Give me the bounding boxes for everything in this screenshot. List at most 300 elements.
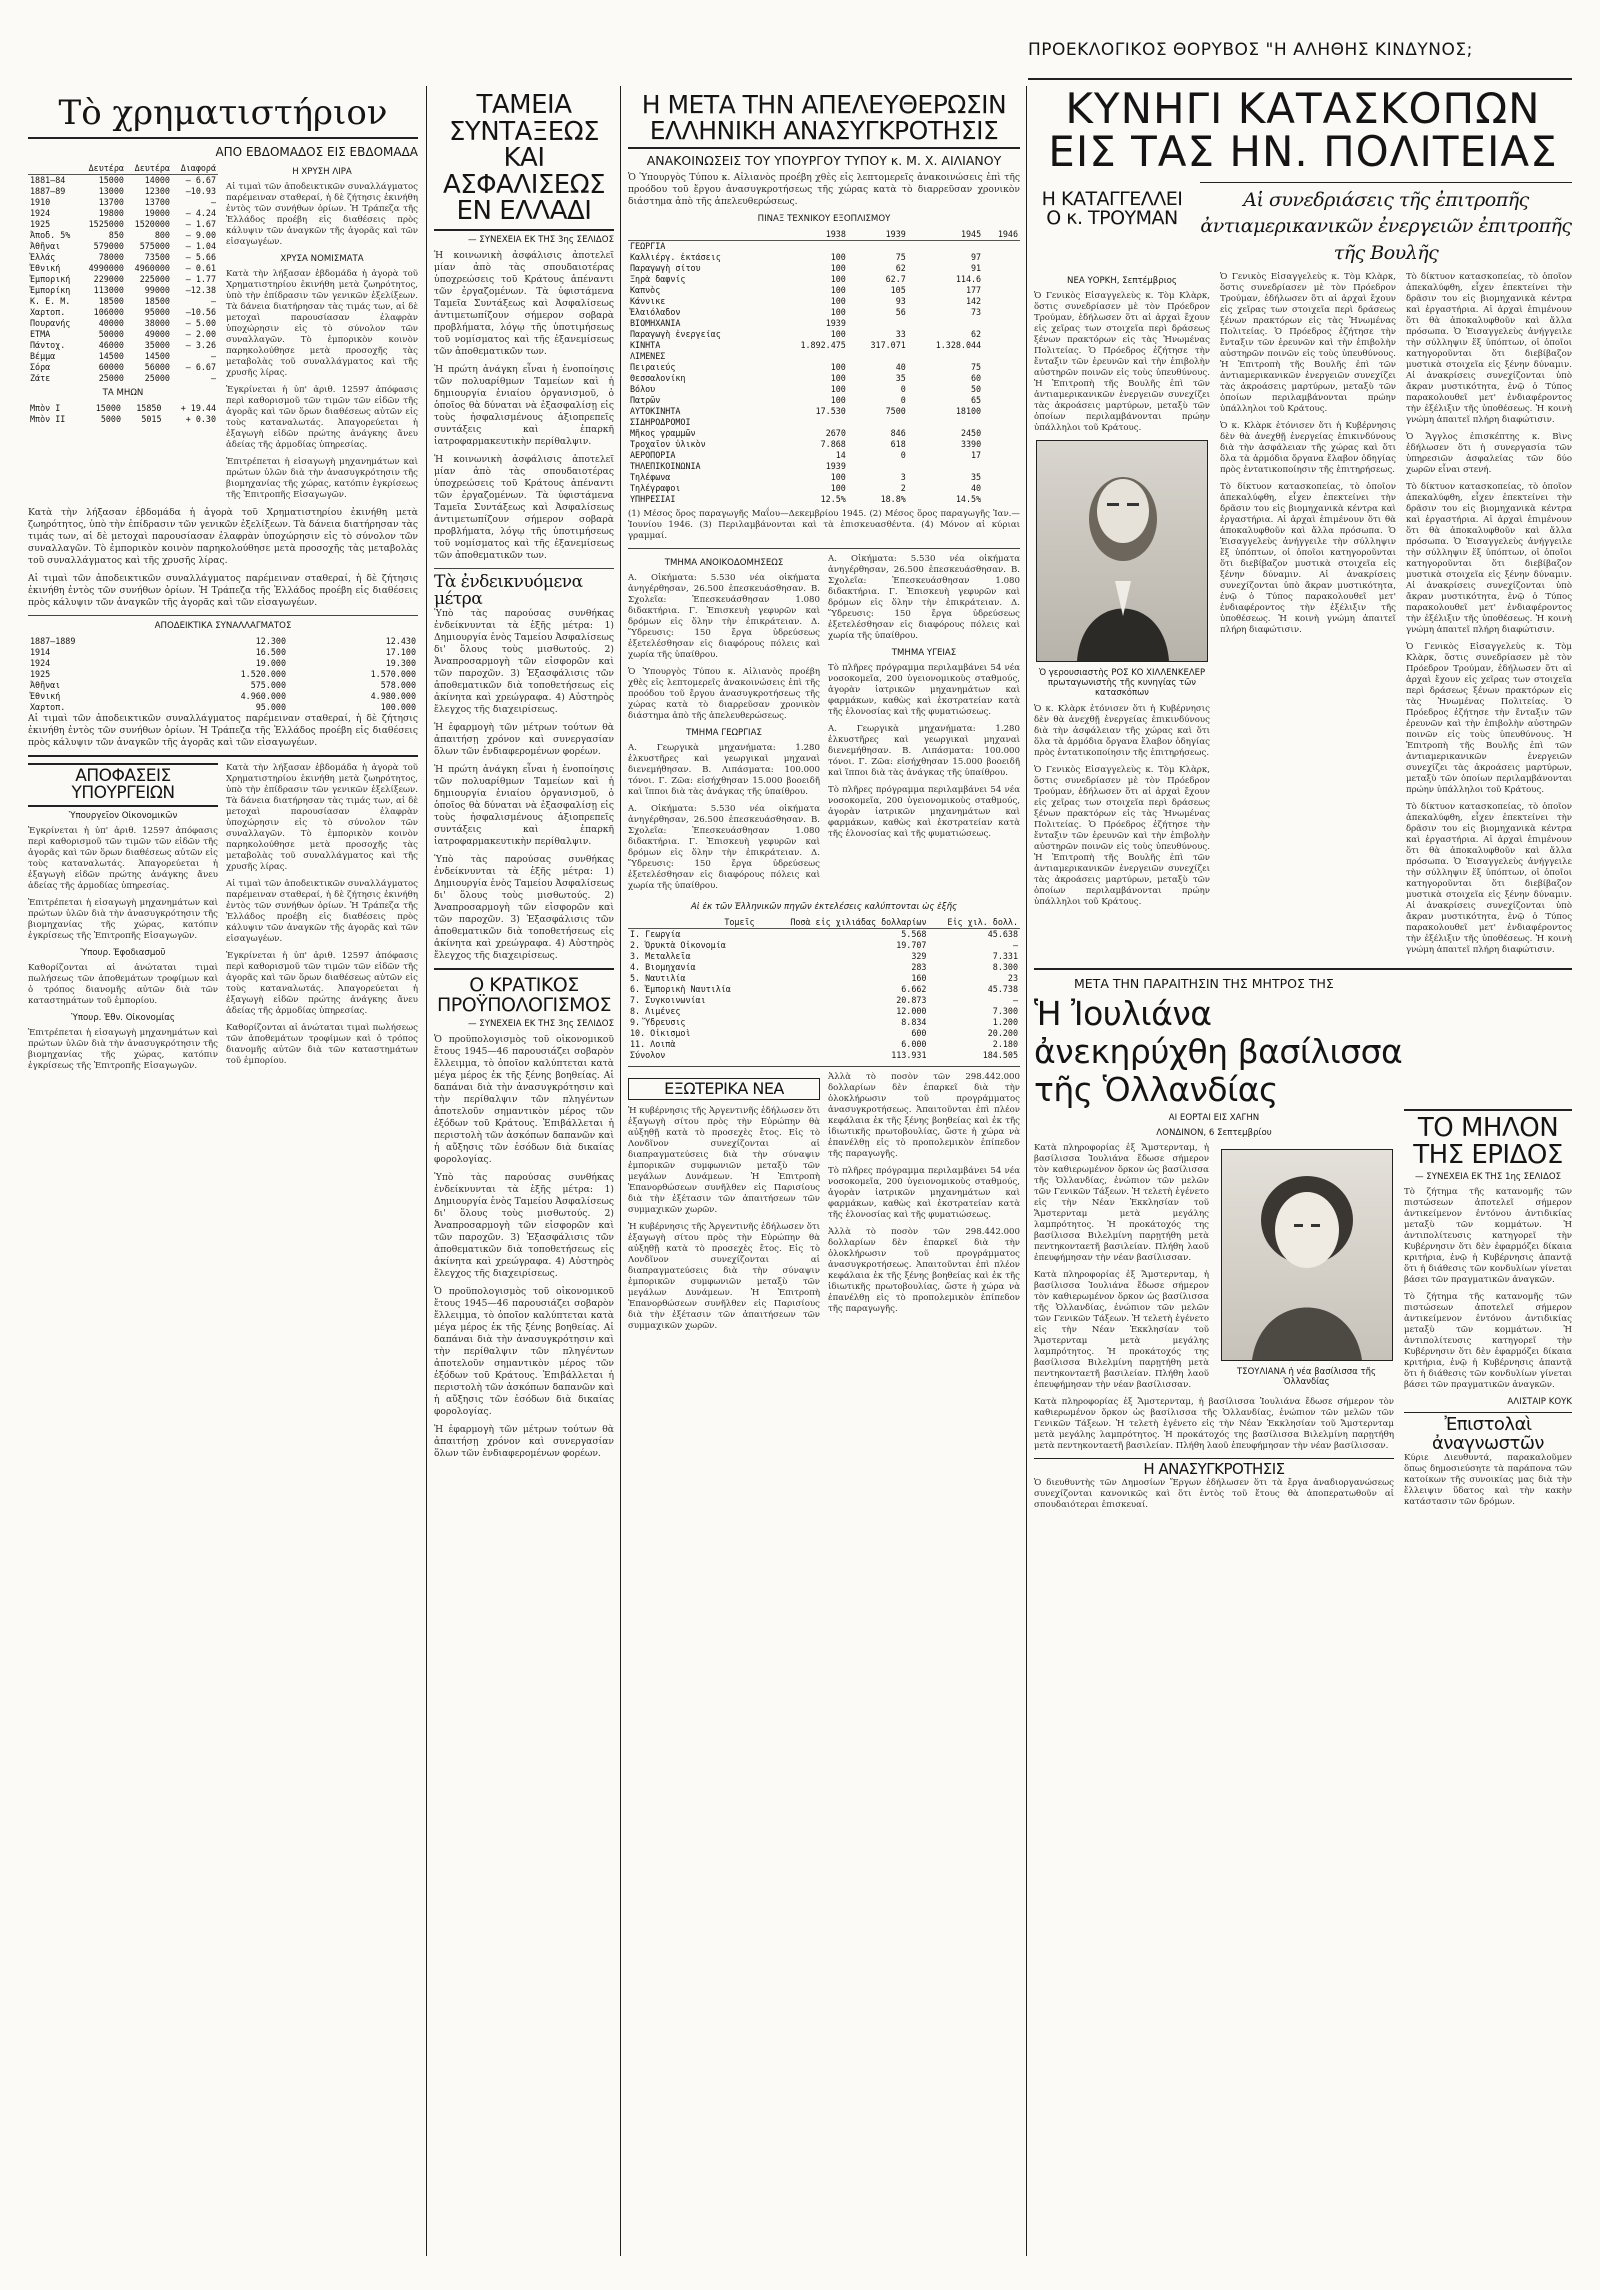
column-divider: [620, 86, 621, 2256]
table-cell: [983, 362, 1020, 373]
table-cell: 17.100: [385, 646, 416, 657]
table-row: [628, 984, 1020, 995]
table-cell: 19.707: [896, 940, 927, 950]
table-cell: 9. Ὕδρευσις: [630, 1017, 686, 1027]
table-cell: [848, 417, 908, 428]
lira-text: Αἱ τιμαὶ τῶν ἀποδεικτικῶν συναλλάγματος παρέμειναν σταθεραί, ἡ δὲ ζήτησις ἐκινήθη ἐντὸς τῶν συνήθων ὁρίων. Ἡ Τράπεζα τῆς Ἑλλάδος προέβη εἰς διαθέσεις πρὸς κάλυψιν τῶν ἀναγκῶν τῆς ἀγορᾶς καὶ τῶν εἰσαγωγέων.: [226, 181, 418, 247]
table-cell: Σόρα: [30, 361, 51, 372]
table-header-cell: Τομεῖς: [628, 917, 757, 929]
table-cell: 106000: [93, 306, 124, 317]
rule: [28, 615, 418, 616]
table-cell: 8. Λιμένες: [630, 1006, 681, 1016]
table-cell: ΑΥΤΟΚΙΝΗΤΑ: [630, 406, 681, 416]
table-cell: Καπνὸς: [630, 285, 661, 295]
table-cell: 3: [900, 472, 906, 482]
table-cell: [983, 318, 1020, 329]
table-cell: [983, 461, 1020, 472]
table-cell: —: [1012, 995, 1018, 1005]
table-cell: 65: [971, 395, 982, 405]
table-cell: 19.000: [255, 657, 286, 668]
table-cell: 160: [911, 973, 927, 983]
table-cell: 2.180: [992, 1039, 1018, 1049]
section1-text: Α. Οἰκήματα: 5.530 νέα οἰκήματα ἀνηγέρθησαν, 26.500 ἐπεσκευάσθησαν. Β. Σχολεῖα: Ἐπεσκευάσθησαν 1.080 διδακτήρια. Γ. Ἐπισκευὴ γεφυρῶν καὶ δρόμων εἰς ὅλην τὴν ἐπικράτειαν. Δ. Ὕδρευσις: 150 ἔργα ὑδρεύσεως ἐξετελέσθησαν εἰς διαφόρους πόλεις καὶ χωρία τῆς ὑπαίθρου.: [628, 573, 820, 660]
table-row: [628, 472, 1020, 483]
table-cell: 7500: [885, 406, 906, 416]
budget-text-3: Ὁ προϋπολογισμὸς τοῦ οἰκονομικοῦ ἔτους 1945—46 παρουσιάζει σοβαρὸν ἔλλειμμα, τὸ ὁποῖον καλύπτεται κατὰ μέγα μέρος ἐκ τῆς ξένης βοηθείας. Αἱ δαπάναι διὰ τὴν ἀνασυγκρότησιν καὶ τὴν περίθαλψιν τῶν πληγέντων ἀποτελοῦν σημαντικὸν μέρος τῶν ἐξόδων τοῦ Κράτους. Ἐπιβάλλεται ἡ περιστολὴ τῶν ἀσκόπων δαπανῶν καὶ ἡ αὔξησις τῶν ἐσόδων διὰ δικαίας φορολογίας.: [434, 1285, 614, 1417]
apple-cont: — ΣΥΝΕΧΕΙΑ ΕΚ ΤΗΣ 1ης ΣΕΛΙΔΟΣ: [1414, 1172, 1562, 1183]
table-row: [628, 461, 1020, 472]
table-cell: 100: [830, 307, 846, 317]
table-row: [628, 940, 1020, 951]
table-cell: 1.328.044: [935, 340, 982, 350]
tech-table: [628, 229, 1020, 505]
table-cell: ΛΙΜΕΝΕΣ: [630, 351, 666, 361]
table-header-cell: Διαφορά: [172, 163, 218, 175]
rule: [28, 137, 418, 139]
senator-portrait-icon: [1037, 441, 1207, 661]
table-cell: 5000: [100, 413, 121, 424]
section2-text: Τὸ πλῆρες πρόγραμμα περιλαμβάνει 54 νέα νοσοκομεῖα, 200 ὑγειονομικοὺς σταθμούς, ἀγορὰν ἰατρικῶν μηχανημάτων καὶ φαρμάκων, καθὼς καὶ ἐκστρατείαν κατὰ τῆς ἑλονοσίας καὶ τῆς φυματιώσεως.: [828, 663, 1020, 717]
budget-cont: — ΣΥΝΕΧΕΙΑ ΕΚ ΤΗΣ 3ης ΣΕΛΙΔΟΣ: [467, 1018, 614, 1029]
table-cell: Ἐμπορίκη: [30, 284, 71, 295]
insurance-para-4: Ἡ ἐφαρμογὴ τῶν μέτρων τούτων θὰ ἀπαιτήσῃ χρόνον καὶ συνεργασίαν ὅλων τῶν ἐνδιαφερομένων φορέων.: [434, 722, 614, 758]
table-row: [628, 318, 1020, 329]
table-cell: 62: [971, 329, 982, 339]
table-cell: —: [210, 196, 216, 207]
table-cell: Παραγωγὴ ἐνεργείας: [630, 329, 721, 339]
table-cell: Παραγωγὴ σίτου: [630, 263, 701, 273]
table-cell: [983, 241, 1020, 253]
table-cell: 14000: [144, 174, 170, 185]
table-cell: 18500: [144, 295, 170, 306]
table-cell: 12300: [144, 185, 170, 196]
table-cell: 56: [895, 307, 906, 317]
section2-text-2: Α. Γεωργικὰ μηχανήματα: 1.280 ἐλκυστῆρες καὶ γεωργικαὶ μηχαναὶ διενεμήθησαν. Β. Λιπάσματα: 100.000 τόνοι. Γ. Ζῶα: εἰσήχθησαν 15.000 βοοειδῆ καὶ ἵπποι διὰ τὰς ἀνάγκας τῆς ὑπαίθρου.: [828, 724, 1020, 778]
market-title: Τὸ χρηματιστήριον: [58, 93, 388, 133]
imports-table-header: [628, 917, 1020, 929]
table-cell: — 1.77: [185, 273, 216, 284]
table-cell: 6.662: [901, 984, 927, 994]
coins-text-2: Ἐγκρίνεται ἡ ὑπ' ἀριθ. 12597 ἀπόφασις περὶ καθορισμοῦ τῶν τιμῶν τῶν εἰδῶν τῆς ἀγορᾶς καὶ τῶν ὅρων διαθέσεως αὐτῶν εἰς τοὺς καταναλωτάς. Ἀπαγορεύεται ἡ ἐξαγωγὴ εἰδῶν πρώτης ἀνάγκης ἄνευ ἀδείας τῆς ἁρμοδίας ὑπηρεσίας.: [226, 384, 418, 450]
table-cell: 35000: [144, 339, 170, 350]
letters-text: Κύριε Διευθυντά, παρακαλοῦμεν ὅπως δημοσιεύσητε τὰ παράπονα τῶν κατοίκων τῆς συνοικίας μας διὰ τὴν ἔλλειψιν ὕδατος καὶ τὴν κακὴν κατάστασιν τῶν δρόμων.: [1404, 1453, 1572, 1507]
table-cell: Καλλιέργ. ἐκτάσεις: [630, 252, 721, 262]
table-cell: 3. Μεταλλεῖα: [630, 951, 691, 961]
table-cell: 50: [971, 384, 982, 394]
table-cell: 1887—1889: [30, 635, 76, 646]
column-divider: [426, 86, 427, 2256]
table-cell: —10.56: [185, 306, 216, 317]
table-cell: 575000: [139, 240, 170, 251]
table-cell: [908, 417, 983, 428]
table-cell: 283: [911, 962, 927, 972]
table-cell: 142: [965, 296, 982, 306]
senator-caption: Ὁ γερουσιαστὴς ΡΟΣ ΚΟ ΧΙΛΛΕΝΚΕΛΕΡ πρωταγωνιστὴς τῆς κυνηγίας τῶν κατασκόπων: [1038, 668, 1206, 699]
table-row: [628, 362, 1020, 373]
closing-text-3: Ἀλλὰ τὸ ποσὸν τῶν 298.442.000 δολλαρίων δὲν ἐπαρκεῖ διὰ τὴν ὁλοκλήρωσιν τοῦ προγράμματος ἀνασυγκροτήσεως. Ἀπαιτοῦνται ἐπὶ πλέον κεφάλαια ἐκ τῆς ξένης βοηθείας καὶ ἐκ τῆς ἰδιωτικῆς πρωτοβουλίας, ὥστε ἡ χώρα νὰ ἐπανέλθῃ εἰς τὸ προπολεμικὸν ἐπίπεδον τῆς παραγωγῆς.: [828, 1227, 1020, 1314]
spy-deck: Αἱ συνεδριάσεις τῆς ἐπιτροπῆς ἀντιαμερικανικῶν ἐνεργειῶν ἐπιτροπῆς τῆς Βουλῆς: [1200, 182, 1572, 267]
table-cell: 19800: [98, 207, 124, 218]
table-row: [628, 241, 1020, 253]
coins-subhead: ΧΡΥΣΑ ΝΟΜΙΣΜΑΤΑ: [280, 253, 364, 264]
table-cell: Τηλέγραφοι: [630, 483, 681, 493]
table-cell: 12.000: [896, 1006, 927, 1016]
table-cell: 75: [971, 362, 982, 372]
table-row: [628, 1039, 1020, 1050]
insurance-para-1: Ἡ κοινωνικὴ ἀσφάλισις ἀποτελεῖ μίαν ἀπὸ τὰς σπουδαιοτέρας ὑποχρεώσεις τοῦ Κράτους ἀπέναντι τῶν ἐργαζομένων. Τὰ ὑφιστάμενα Ταμεῖα Συντάξεως καὶ Ἀσφαλίσεως ἀντιμετωπίζουν σήμερον σοβαρὰ προβλήματα, λόγῳ τῆς ὑποτιμήσεως τοῦ νομίσματος καὶ τῆς ἐξανεμίσεως τῶν ἀποθεματικῶν των.: [434, 249, 614, 357]
queen-text-2: Κατὰ πληροφορίας ἐξ Ἄμστερνταμ, ἡ βασίλισσα Ἰουλιάνα ἔδωσε σήμερον τὸν καθιερωμένον ὅρκον ὡς βασίλισσα τῆς Ὁλλανδίας, ἐνώπιον τῶν μελῶν τῶν Γενικῶν Τάξεων. Ἡ τελετὴ ἐγένετο εἰς τὴν Νέαν Ἐκκλησίαν τοῦ Ἄμστερνταμ μετὰ μεγάλης λαμπρότητος. Ἡ προκάτοχός της βασίλισσα Βιλελμίνη παρῃτήθη μετὰ πεντηκονταετῆ βασιλείαν. Πλήθη λαοῦ ἐπευφήμησαν τὴν νέαν βασίλισσαν.: [1034, 1270, 1209, 1391]
table-row: [28, 340, 218, 351]
table-header-cell: [628, 229, 773, 241]
table-cell: 1887—89: [30, 185, 66, 196]
table-cell: 1.200: [992, 1017, 1018, 1027]
table-cell: [983, 329, 1020, 340]
table-cell: Χαρτοπ.: [30, 701, 66, 712]
table-cell: 56000: [144, 361, 170, 372]
truman-kicker: Η ΚΑΤΑΓΓΕΛΛΕΙ Ο κ. ΤΡΟΥΜΑΝ: [1041, 187, 1183, 230]
spy-text: Ὁ Γενικὸς Εἰσαγγελεὺς κ. Τὸμ Κλὰρκ, ὅστις συνεδρίασεν μὲ τὸν Πρόεδρον Τρούμαν, ἐδήλωσεν ὅτι αἱ ἀρχαὶ ἔχουν εἰς χεῖρας των στοιχεῖα περὶ δράσεως ξένων πρακτόρων εἰς τὰς Ἡνωμένας Πολιτείας. Ὁ Πρόεδρος ἐζήτησε τὴν ἔνταξιν τῶν ἐρευνῶν καὶ τὴν ἐπιβολὴν αὐστηρῶν ποινῶν εἰς τοὺς ὑπευθύνους. Ἡ Ἐπιτροπὴ τῆς Βουλῆς ἐπὶ τῶν ἀντιαμερικανικῶν ἐνεργειῶν συνεχίζει τὰς ἀκροάσεις μαρτύρων, μεταξὺ τῶν ὁποίων περιλαμβάνονται πρώην ὑπάλληλοι τοῦ Κράτους.: [1034, 291, 1210, 434]
decisions-text-2: Καθορίζονται αἱ ἀνώταται τιμαὶ πωλήσεως τῶν ἀποθεμάτων τροφίμων καὶ ὁ τρόπος διανομῆς αὐτῶν διὰ τῶν καταστημάτων τοῦ ἐμπορίου.: [28, 963, 218, 1007]
table-cell: 35: [895, 373, 906, 383]
table-row: [628, 1050, 1020, 1061]
table-cell: 100: [830, 362, 846, 372]
table-cell: 6. Ἐμπορικὴ Ναυτιλία: [630, 984, 731, 994]
table-header-cell: Ποσὰ εἰς χιλιάδας δολλαρίων: [757, 917, 929, 929]
table-cell: —: [210, 372, 216, 383]
table-row: [28, 263, 218, 274]
table-cell: 33: [895, 329, 906, 339]
table-row: [28, 174, 218, 186]
budget-text-2: Ὑπὸ τὰς παρούσας συνθήκας ἐνδείκνυνται τὰ ἑξῆς μέτρα: 1) Δημιουργία ἑνὸς Ταμείου Ἀσφαλίσεως δι' ὅλους τοὺς μισθωτούς. 2) Ἀναπροσαρμογὴ τῶν εἰσφορῶν καὶ τῶν παροχῶν. 3) Ἐξασφάλισις τῶν ἀποθεματικῶν διὰ τοποθετήσεως εἰς ἀκίνητα καὶ χρεώγραφα. 4) Αὐστηρὸς ἔλεγχος τῆς διαχειρίσεως.: [434, 1171, 614, 1279]
table-cell: 2: [900, 483, 906, 493]
table-cell: — 1.04: [185, 240, 216, 251]
market-para-1: Κατὰ τὴν λήξασαν ἑβδομάδα ἡ ἀγορὰ τοῦ Χρηματιστηρίου ἐκινήθη μετὰ ζωηρότητος, ὑπὸ τὴν ἐπίδρασιν τῶν γενικῶν ἐξελίξεων. Τὰ δάνεια διατήρησαν τὰς τιμάς των, αἱ δὲ μετοχαὶ παρουσίασαν ἐλαφρὰν ὑποχώρησιν εἰς τὸ σύνολον τῶν συναλλαγῶν. Τὸ ἐμπορικὸν κοινὸν παρηκολούθησε μετὰ προσοχῆς τὰς μεταβολὰς τοῦ συναλλάγματος καὶ τῆς χρυσῆς λίρας.: [28, 506, 418, 566]
table-cell: 578.000: [380, 679, 416, 690]
table-cell: 73: [971, 307, 982, 317]
table-cell: Σύνολον: [630, 1050, 666, 1060]
table-cell: 49000: [144, 328, 170, 339]
table-row: [28, 186, 218, 197]
table-cell: 35: [971, 472, 982, 482]
table-row: [28, 414, 218, 425]
table-cell: 575.000: [250, 679, 286, 690]
table-cell: 38000: [144, 317, 170, 328]
table-row: [28, 680, 418, 691]
top-banner: ΠΡΟΕΚΛΟΓΙΚΟΣ ΘΟΡΥΒΟΣ "Η ΑΛΗΘΗΣ ΚΙΝΔΥΝΟΣ;: [1028, 40, 1473, 60]
table-cell: + 0.30: [185, 413, 216, 424]
table-cell: Ἀποδ. 5%: [30, 229, 71, 240]
table-cell: Μπὸν ΙΙ: [30, 413, 66, 424]
spy-headline: ΚΥΝΗΓΙ ΚΑΤΑΣΚΟΠΩΝ ΕΙΣ ΤΑΣ ΗΝ. ΠΟΛΙΤΕΙΑΣ: [1048, 88, 1558, 176]
minor-table: [28, 403, 218, 425]
table-header-cell: 1939: [848, 229, 908, 241]
table-cell: 846: [890, 428, 906, 438]
table-cell: ΑΕΡΟΠΟΡΙΑ: [630, 450, 676, 460]
table-cell: 317.071: [870, 340, 906, 350]
table-cell: [848, 351, 908, 362]
table-cell: 618: [890, 439, 906, 449]
section3-text-2: Α. Οἰκήματα: 5.530 νέα οἰκήματα ἀνηγέρθησαν, 26.500 ἐπεσκευάσθησαν. Β. Σχολεῖα: Ἐπεσκευάσθησαν 1.080 διδακτήρια. Γ. Ἐπισκευὴ γεφυρῶν καὶ δρόμων εἰς ὅλην τὴν ἐπικράτειαν. Δ. Ὕδρευσις: 150 ἔργα ὑδρεύσεως ἐξετελέσθησαν εἰς διαφόρους πόλεις καὶ χωρία τῆς ὑπαίθρου.: [628, 804, 820, 891]
section2-text-3: Τὸ πλῆρες πρόγραμμα περιλαμβάνει 54 νέα νοσοκομεῖα, 200 ὑγειονομικοὺς σταθμούς, ἀγορὰν ἰατρικῶν μηχανημάτων καὶ φαρμάκων, καθὼς καὶ ἐκστρατείαν κατὰ τῆς ἑλονοσίας καὶ τῆς φυματιώσεως.: [828, 785, 1020, 839]
reconstruction-box-title: Η ΑΝΑΣΥΓΚΡΟΤΗΣΙΣ: [1034, 1458, 1394, 1477]
table-cell: 184.505: [982, 1050, 1018, 1060]
table-cell: 45.638: [987, 929, 1018, 939]
table-cell: 23: [1007, 973, 1018, 983]
table-cell: 1881—84: [30, 174, 66, 185]
table-cell: [983, 472, 1020, 483]
rule: [434, 568, 614, 569]
foreign-news-text: Ἡ κυβέρνησις τῆς Ἀργεντινῆς ἐδήλωσεν ὅτι ἐξαγωγὴ σίτου πρὸς τὴν Εὐρώπην θὰ αὐξηθῇ κατὰ τὸ προσεχὲς ἔτος. Εἰς τὸ Λονδῖνον συνεχίζονται αἱ διαπραγματεύσεις διὰ τὴν σύναψιν ἐμπορικῶν συμφωνιῶν μεταξὺ τῶν μεγάλων Δυνάμεων. Ἡ Ἐπιτροπὴ Ἐπανορθώσεων συνῆλθεν εἰς Παρισίους διὰ τὴν ἐξέτασιν τῶν ἀπαιτήσεων τῶν συμμαχικῶν χωρῶν.: [628, 1106, 820, 1216]
table-row: [628, 929, 1020, 941]
table-cell: 100: [830, 329, 846, 339]
table-cell: 113.931: [891, 1050, 927, 1060]
table-cell: [983, 296, 1020, 307]
queen-photo: [1221, 1149, 1393, 1361]
table-cell: 1.892.475: [800, 340, 846, 350]
table-cell: Τροχαῖον ὑλικὸν: [630, 439, 706, 449]
table-row: [628, 285, 1020, 296]
table-cell: Ζάτε: [30, 372, 51, 383]
queen-sub: ΑΙ ΕΟΡΤΑΙ ΕΙΣ ΧΑΓΗΝ: [1168, 1113, 1260, 1124]
table-cell: 100: [830, 483, 846, 493]
section3-title: ΤΜΗΜΑ ΓΕΩΡΓΙΑΣ: [686, 728, 762, 738]
table-cell: —: [210, 350, 216, 361]
rule: [434, 968, 614, 970]
queen-kicker: ΜΕΤΑ ΤΗΝ ΠΑΡΑΙΤΗΣΙΝ ΤΗΣ ΜΗΤΡΟΣ ΤΗΣ: [1074, 976, 1334, 992]
table-header-cell: [28, 163, 80, 175]
tech-table-header: [628, 229, 1020, 241]
table-cell: Ἑλλάς: [30, 251, 56, 262]
table-row: [628, 1028, 1020, 1039]
table-cell: — 4.24: [185, 207, 216, 218]
table-cell: 97: [971, 252, 982, 262]
stock-table: [28, 163, 218, 384]
table-row: [28, 296, 218, 307]
table-row: [628, 252, 1020, 263]
column-divider: [1026, 86, 1027, 2256]
insurance-cont: — ΣΥΝΕΧΕΙΑ ΕΚ ΤΗΣ 3ης ΣΕΛΙΔΟΣ: [467, 234, 614, 245]
table-cell: [983, 340, 1020, 351]
fx-table: [28, 636, 418, 713]
table-cell: 78000: [98, 251, 124, 262]
table-cell: 225000: [139, 273, 170, 284]
table-cell: ΚΙΝΗΤΑ: [630, 340, 661, 350]
table-cell: 8.300: [992, 962, 1018, 972]
table-cell: 73500: [144, 251, 170, 262]
table-cell: 0: [900, 395, 906, 405]
table-cell: 62.7: [885, 274, 906, 284]
table-cell: [983, 417, 1020, 428]
table-header-cell: 1945: [908, 229, 983, 241]
table-cell: 579000: [93, 240, 124, 251]
table-cell: 20.873: [896, 995, 927, 1005]
table-cell: 40000: [98, 317, 124, 328]
table-cell: Ἐθνική: [30, 262, 61, 273]
table-row: [28, 241, 218, 252]
table-cell: 13000: [98, 185, 124, 196]
table-row: [628, 406, 1020, 417]
table-cell: 4.960.000: [240, 690, 286, 701]
table-cell: Ἀθῆναι: [30, 240, 61, 251]
table-cell: 1925: [30, 668, 51, 679]
market-para-7: Καθορίζονται αἱ ἀνώταται τιμαὶ πωλήσεως τῶν ἀποθεμάτων τροφίμων καὶ ὁ τρόπος διανομῆς αὐτῶν διὰ τῶν καταστημάτων τοῦ ἐμπορίου.: [226, 1022, 418, 1066]
table-row: [628, 995, 1020, 1006]
table-cell: Πουρανής: [30, 317, 71, 328]
table-cell: ΣΙΔΗΡΟΔΡΟΜΟΙ: [630, 417, 691, 427]
table-cell: 40: [895, 362, 906, 372]
table-cell: Κάννικε: [630, 296, 666, 306]
closing-text-2: Τὸ πλῆρες πρόγραμμα περιλαμβάνει 54 νέα νοσοκομεῖα, 200 ὑγειονομικοὺς σταθμούς, ἀγορὰν ἰατρικῶν μηχανημάτων καὶ φαρμάκων, καθὼς καὶ ἐκστρατείαν κατὰ τῆς ἑλονοσίας καὶ τῆς φυματιώσεως.: [828, 1166, 1020, 1220]
table-header-cell: 1946: [983, 229, 1020, 241]
table-cell: [908, 318, 983, 329]
decisions-title: ΑΠΟΦΑΣΕΙΣ ΥΠΟΥΡΓΕΙΩΝ: [28, 763, 218, 808]
table-cell: 100.000: [380, 701, 416, 712]
table-cell: — 0.61: [185, 262, 216, 273]
table-row: [28, 691, 418, 702]
table-row: [628, 417, 1020, 428]
queen-text: Κατὰ πληροφορίας ἐξ Ἄμστερνταμ, ἡ βασίλισσα Ἰουλιάνα ἔδωσε σήμερον τὸν καθιερωμένον ὅρκον ὡς βασίλισσα τῆς Ὁλλανδίας, ἐνώπιον τῶν μελῶν τῶν Γενικῶν Τάξεων. Ἡ τελετὴ ἐγένετο εἰς τὴν Νέαν Ἐκκλησίαν τοῦ Ἄμστερνταμ μετὰ μεγάλης λαμπρότητος. Ἡ προκάτοχός της βασίλισσα Βιλελμίνη παρῃτήθη μετὰ πεντηκονταετῆ βασιλείαν. Πλήθη λαοῦ ἐπευφήμησαν τὴν νέαν βασίλισσαν.: [1034, 1143, 1209, 1264]
table-row: [28, 373, 218, 384]
table-cell: 100: [830, 296, 846, 306]
foreign-news-box: [628, 1078, 820, 1100]
measures-subhead: Τὰ ἐνδεικνυόμενα μέτρα: [434, 571, 583, 609]
foreign-news-title: ΕΞΩΤΕΡΙΚΑ ΝΕΑ: [664, 1079, 784, 1098]
table-cell: 25000: [144, 372, 170, 383]
table-cell: [983, 307, 1020, 318]
table-row: [628, 483, 1020, 494]
table-row: [28, 197, 218, 208]
table-cell: Ἐλαιόλαδον: [630, 307, 681, 317]
market-para-2: Αἱ τιμαὶ τῶν ἀποδεικτικῶν συναλλάγματος παρέμειναν σταθεραί, ἡ δὲ ζήτησις ἐκινήθη ἐντὸς τῶν συνήθων ὁρίων. Ἡ Τράπεζα τῆς Ἑλλάδος προέβη εἰς διαθέσεις πρὸς κάλυψιν τῶν ἀναγκῶν τῆς ἀγορᾶς καὶ τῶν εἰσαγωγέων.: [28, 572, 418, 608]
table-cell: 13700: [98, 196, 124, 207]
table-cell: Ἐθνική: [30, 690, 61, 701]
table-row: [628, 439, 1020, 450]
table-row: [28, 208, 218, 219]
table-cell: 16.500: [255, 646, 286, 657]
table-cell: ΒΙΟΜΗΧΑΝΙΑ: [630, 318, 681, 328]
table-cell: 17.530: [815, 406, 846, 416]
decisions-text-1: Ἐγκρίνεται ἡ ὑπ' ἀριθ. 12597 ἀπόφασις περὶ καθορισμοῦ τῶν τιμῶν τῶν εἰδῶν τῆς ἀγορᾶς καὶ τῶν ὅρων διαθέσεως αὐτῶν εἰς τοὺς καταναλωτάς. Ἀπαγορεύεται ἡ ἐξαγωγὴ εἰδῶν πρώτης ἀνάγκης ἄνευ ἀδείας τῆς ἁρμοδίας ὑπηρεσίας.: [28, 826, 218, 892]
table-cell: Ἐμπορική: [30, 273, 71, 284]
table-cell: 11. Λοιπὰ: [630, 1039, 676, 1049]
table-row: [28, 285, 218, 296]
table-cell: ΤΗΛΕΠΙΚΟΙΝΩΝΙΑ: [630, 461, 701, 471]
table-cell: 14500: [144, 350, 170, 361]
table-cell: 60: [971, 373, 982, 383]
table-row: [628, 1006, 1020, 1017]
table-cell: 75: [895, 252, 906, 262]
table-cell: 40: [971, 483, 982, 493]
table-cell: [908, 461, 983, 472]
reconstruction-intro: Ὁ Ὑπουργὸς Τύπου κ. Αἰλιανὸς προέβη χθὲς εἰς λεπτομερεῖς ἀνακοινώσεις ἐπὶ τῆς προόδου τοῦ ἔργου ἀνασυγκροτήσεως τῆς χώρας κατὰ τὸ διαρρεῦσαν χρονικὸν διάστημα ἀπὸ τῆς ἀπελευθερώσεως.: [628, 172, 1020, 207]
table-cell: 19000: [144, 207, 170, 218]
table-cell: —: [210, 295, 216, 306]
budget-text-4: Ἡ ἐφαρμογὴ τῶν μέτρων τούτων θὰ ἀπαιτήσῃ χρόνον καὶ συνεργασίαν ὅλων τῶν ἐνδιαφερομένων φορέων.: [434, 1423, 614, 1459]
apple-text: Τὸ ζήτημα τῆς κατανομῆς τῶν πιστώσεων ἀποτελεῖ σήμερον ἀντικείμενον ἐντόνου ἀντιδικίας μεταξὺ τῶν κομμάτων. Ἡ ἀντιπολίτευσις κατηγορεῖ τὴν Κυβέρνησιν ὅτι δὲν ἐφαρμόζει δίκαια κριτήρια, ἐνῷ ἡ Κυβέρνησις ἀπαντᾷ ὅτι ἡ διάθεσις τῶν κονδυλίων γίνεται βάσει τῶν πραγματικῶν ἀναγκῶν.: [1404, 1187, 1572, 1286]
table-cell: Βέμμα: [30, 350, 56, 361]
section1-cont: Α. Οἰκήματα: 5.530 νέα οἰκήματα ἀνηγέρθησαν, 26.500 ἐπεσκευάσθησαν. Β. Σχολεῖα: Ἐπεσκευάσθησαν 1.080 διδακτήρια. Γ. Ἐπισκευὴ γεφυρῶν καὶ δρόμων εἰς ὅλην τὴν ἐπικράτειαν. Δ. Ὕδρευσις: 150 ἔργα ὑδρεύσεως ἐξετελέσθησαν εἰς διαφόρους πόλεις καὶ χωρία τῆς ὑπαίθρου.: [828, 554, 1020, 641]
table-cell: 7.868: [820, 439, 846, 449]
table-cell: [908, 241, 983, 253]
table-cell: 100: [830, 252, 846, 262]
table-cell: —12.38: [185, 284, 216, 295]
table-cell: 7.300: [992, 1006, 1018, 1016]
table-cell: [983, 274, 1020, 285]
minor-head: ΤΑ ΜΗΩΝ: [102, 387, 144, 398]
table-row: [628, 973, 1020, 984]
table-cell: [983, 384, 1020, 395]
table-cell: 60000: [98, 361, 124, 372]
table-row: [28, 702, 418, 713]
column-market: [28, 88, 418, 2266]
table-cell: — 5.00: [185, 317, 216, 328]
table-row: [28, 274, 218, 285]
table-cell: 5015: [141, 413, 162, 424]
coins-text-3: Ἐπιτρέπεται ἡ εἰσαγωγὴ μηχανημάτων καὶ πρώτων ὑλῶν διὰ τὴν ἀνασυγκρότησιν τῆς βιομηχανίας τῆς χώρας, κατόπιν ἐγκρίσεως τῆς Ἐπιτροπῆς Εἰσαγωγῶν.: [226, 456, 418, 500]
table-cell: 6.000: [901, 1039, 927, 1049]
table-cell: 2450: [960, 428, 982, 438]
section1-text-2: Ὁ Ὑπουργὸς Τύπου κ. Αἰλιανὸς προέβη χθὲς εἰς λεπτομερεῖς ἀνακοινώσεις ἐπὶ τῆς προόδου τοῦ ἔργου ἀνασυγκροτήσεως τῆς χώρας κατὰ τὸ διαρρεῦσαν χρονικὸν διάστημα ἀπὸ τῆς ἀπελευθερώσεως.: [628, 667, 820, 721]
table-row: [628, 373, 1020, 384]
table-cell: [983, 494, 1020, 505]
table-cell: 19.300: [385, 657, 416, 668]
section3-text: Α. Γεωργικὰ μηχανήματα: 1.280 ἐλκυστῆρες καὶ γεωργικαὶ μηχαναὶ διενεμήθησαν. Β. Λιπάσματα: 100.000 τόνοι. Γ. Ζῶα: εἰσήχθησαν 15.000 βοοειδῆ καὶ ἵπποι διὰ τὰς ἀνάγκας τῆς ὑπαίθρου.: [628, 743, 820, 797]
table-cell: 114.6: [955, 274, 982, 284]
table-cell: 50000: [98, 328, 124, 339]
table-row: [628, 951, 1020, 962]
table-row: [28, 636, 418, 647]
table-cell: Ξηρὰ δαφνίς: [630, 274, 686, 284]
table-cell: [848, 318, 908, 329]
table-cell: 17: [971, 450, 982, 460]
spy-text-4: Ὁ Γενικὸς Εἰσαγγελεὺς κ. Τὸμ Κλὰρκ, ὅστις συνεδρίασεν μὲ τὸν Πρόεδρον Τρούμαν, ἐδήλωσεν ὅτι αἱ ἀρχαὶ ἔχουν εἰς χεῖρας των στοιχεῖα περὶ δράσεως ξένων πρακτόρων εἰς τὰς Ἡνωμένας Πολιτείας. Ὁ Πρόεδρος ἐζήτησε τὴν ἔνταξιν τῶν ἐρευνῶν καὶ τὴν ἐπιβολὴν αὐστηρῶν ποινῶν εἰς τοὺς ὑπευθύνους. Ἡ Ἐπιτροπὴ τῆς Βουλῆς ἐπὶ τῶν ἀντιαμερικανικῶν ἐνεργειῶν συνεχίζει τὰς ἀκροάσεις μαρτύρων, μεταξὺ τῶν ὁποίων περιλαμβάνονται πρώην ὑπάλληλοι τοῦ Κράτους.: [1219, 272, 1396, 415]
table-cell: — 6.67: [185, 174, 216, 185]
table-row: [28, 658, 418, 669]
right-text-2: Ὁ Ἄγγλος ἐπισκέπτης κ. Βὶνς ἐδήλωσεν ὅτι ἡ συνεργασία τῶν ὑπηρεσιῶν ἀσφαλείας τῶν δύο χωρῶν εἶναι στενή.: [1405, 432, 1572, 476]
table-cell: 5.568: [901, 929, 927, 939]
table-cell: Πάντοχ.: [30, 339, 66, 350]
column-reconstruction: [628, 92, 1020, 2266]
table-cell: [908, 351, 983, 362]
table-cell: 100: [830, 472, 846, 482]
tech-table-title: ΠΙΝΑΞ ΤΕΧΝΙΚΟΥ ΕΞΟΠΛΙΣΜΟΥ: [757, 214, 891, 224]
table-cell: 4990000: [88, 262, 124, 273]
table-cell: 99000: [144, 284, 170, 295]
table-row: [628, 307, 1020, 318]
table-cell: [983, 252, 1020, 263]
insurance-para-2: Ἡ πρώτη ἀνάγκη εἶναι ἡ ἐνοποίησις τῶν πολυαρίθμων Ταμείων καὶ ἡ δημιουργία ἑνιαίου ὀργανισμοῦ, ὁ ὁποῖος θὰ δύναται νὰ ἐξασφαλίσῃ εἰς τοὺς ἠσφαλισμένους ἀξιοπρεπεῖς συντάξεις καὶ ἐπαρκῆ ἰατροφαρμακευτικὴν περίθαλψιν.: [434, 363, 614, 447]
table-cell: 1.570.000: [370, 668, 416, 679]
table-row: [628, 1017, 1020, 1028]
table-cell: 15000: [98, 174, 124, 185]
table-cell: 62: [895, 263, 906, 273]
table-cell: 100: [830, 384, 846, 394]
right-text-3: Τὸ δίκτυον κατασκοπείας, τὸ ὁποῖον ἀπεκαλύφθη, εἶχεν ἐπεκτείνει τὴν δρᾶσιν του εἰς βιομηχανικὰ κέντρα καὶ ἐργαστήρια. Αἱ ἀρχαὶ ἐπιμένουν ὅτι θὰ ἀποκαλυφθοῦν καὶ ἄλλα πρόσωπα. Ὁ Ἐισαγγελεὺς ἀνήγγειλε τὴν σύλληψιν ἕξ ὑπόπτων, οἱ ὁποῖοι κατηγοροῦνται ὅτι διεβίβαζον μυστικὰ στοιχεῖα εἰς ξένην δύναμιν. Αἱ ἀνακρίσεις συνεχίζονται ὑπὸ ἄκραν μυστικότητα, ἐνῷ ὁ Τύπος παρακολουθεῖ μετ' ἐνδιαφέροντος τὴν ἐξέλιξιν τῆς ὑποθέσεως. Ἡ κοινὴ γνώμη ἀπαιτεῖ πλήρη διαφώτισιν.: [1405, 482, 1572, 636]
budget-text: Ὁ προϋπολογισμὸς τοῦ οἰκονομικοῦ ἔτους 1945—46 παρουσιάζει σοβαρὸν ἔλλειμμα, τὸ ὁποῖον καλύπτεται κατὰ μέγα μέρος ἐκ τῆς ξένης βοηθείας. Αἱ δαπάναι διὰ τὴν ἀνασυγκρότησιν καὶ τὴν περίθαλψιν τῶν πληγέντων ἀποτελοῦν σημαντικὸν μέρος τῶν ἐξόδων τοῦ Κράτους. Ἐπιβάλλεται ἡ περιστολὴ τῶν ἀσκόπων δαπανῶν καὶ ἡ αὔξησις τῶν ἐσόδων διὰ δικαίας φορολογίας.: [434, 1033, 614, 1165]
table-cell: 46000: [98, 339, 124, 350]
table-row: [28, 351, 218, 362]
table-row: [28, 669, 418, 680]
table-cell: ΕΤΜΑ: [30, 328, 51, 339]
table-cell: 12.5%: [820, 494, 846, 504]
spy-dateline: ΝΕΑ ΥΟΡΚΗ, Σεπτέμβριος: [1067, 276, 1177, 287]
decisions-sub-3: Ὑπουρ. Ἐθν. Οἰκονομίας: [71, 1013, 175, 1024]
insurance-title: ΤΑΜΕΙΑ ΣΥΝΤΑΞΕΩΣ ΚΑΙ ΑΣΦΑΛΙΣΕΩΣ ΕΝ ΕΛΛΑΔΙ: [434, 92, 614, 231]
right-text-4: Ὁ Γενικὸς Εἰσαγγελεὺς κ. Τὸμ Κλὰρκ, ὅστις συνεδρίασεν μὲ τὸν Πρόεδρον Τρούμαν, ἐδήλωσεν ὅτι αἱ ἀρχαὶ ἔχουν εἰς χεῖρας των στοιχεῖα περὶ δράσεως ξένων πρακτόρων εἰς τὰς Ἡνωμένας Πολιτείας. Ὁ Πρόεδρος ἐζήτησε τὴν ἔνταξιν τῶν ἐρευνῶν καὶ τὴν ἐπιβολὴν αὐστηρῶν ποινῶν εἰς τοὺς ὑπευθύνους. Ἡ Ἐπιτροπὴ τῆς Βουλῆς ἐπὶ τῶν ἀντιαμερικανικῶν ἐνεργειῶν συνεχίζει τὰς ἀκροάσεις μαρτύρων, μεταξὺ τῶν ὁποίων περιλαμβάνονται πρώην ὑπάλληλοι τοῦ Κράτους.: [1405, 642, 1572, 796]
table-cell: Ἀθῆναι: [30, 679, 61, 690]
table-row: [28, 329, 218, 340]
table-cell: 12.300: [255, 635, 286, 646]
